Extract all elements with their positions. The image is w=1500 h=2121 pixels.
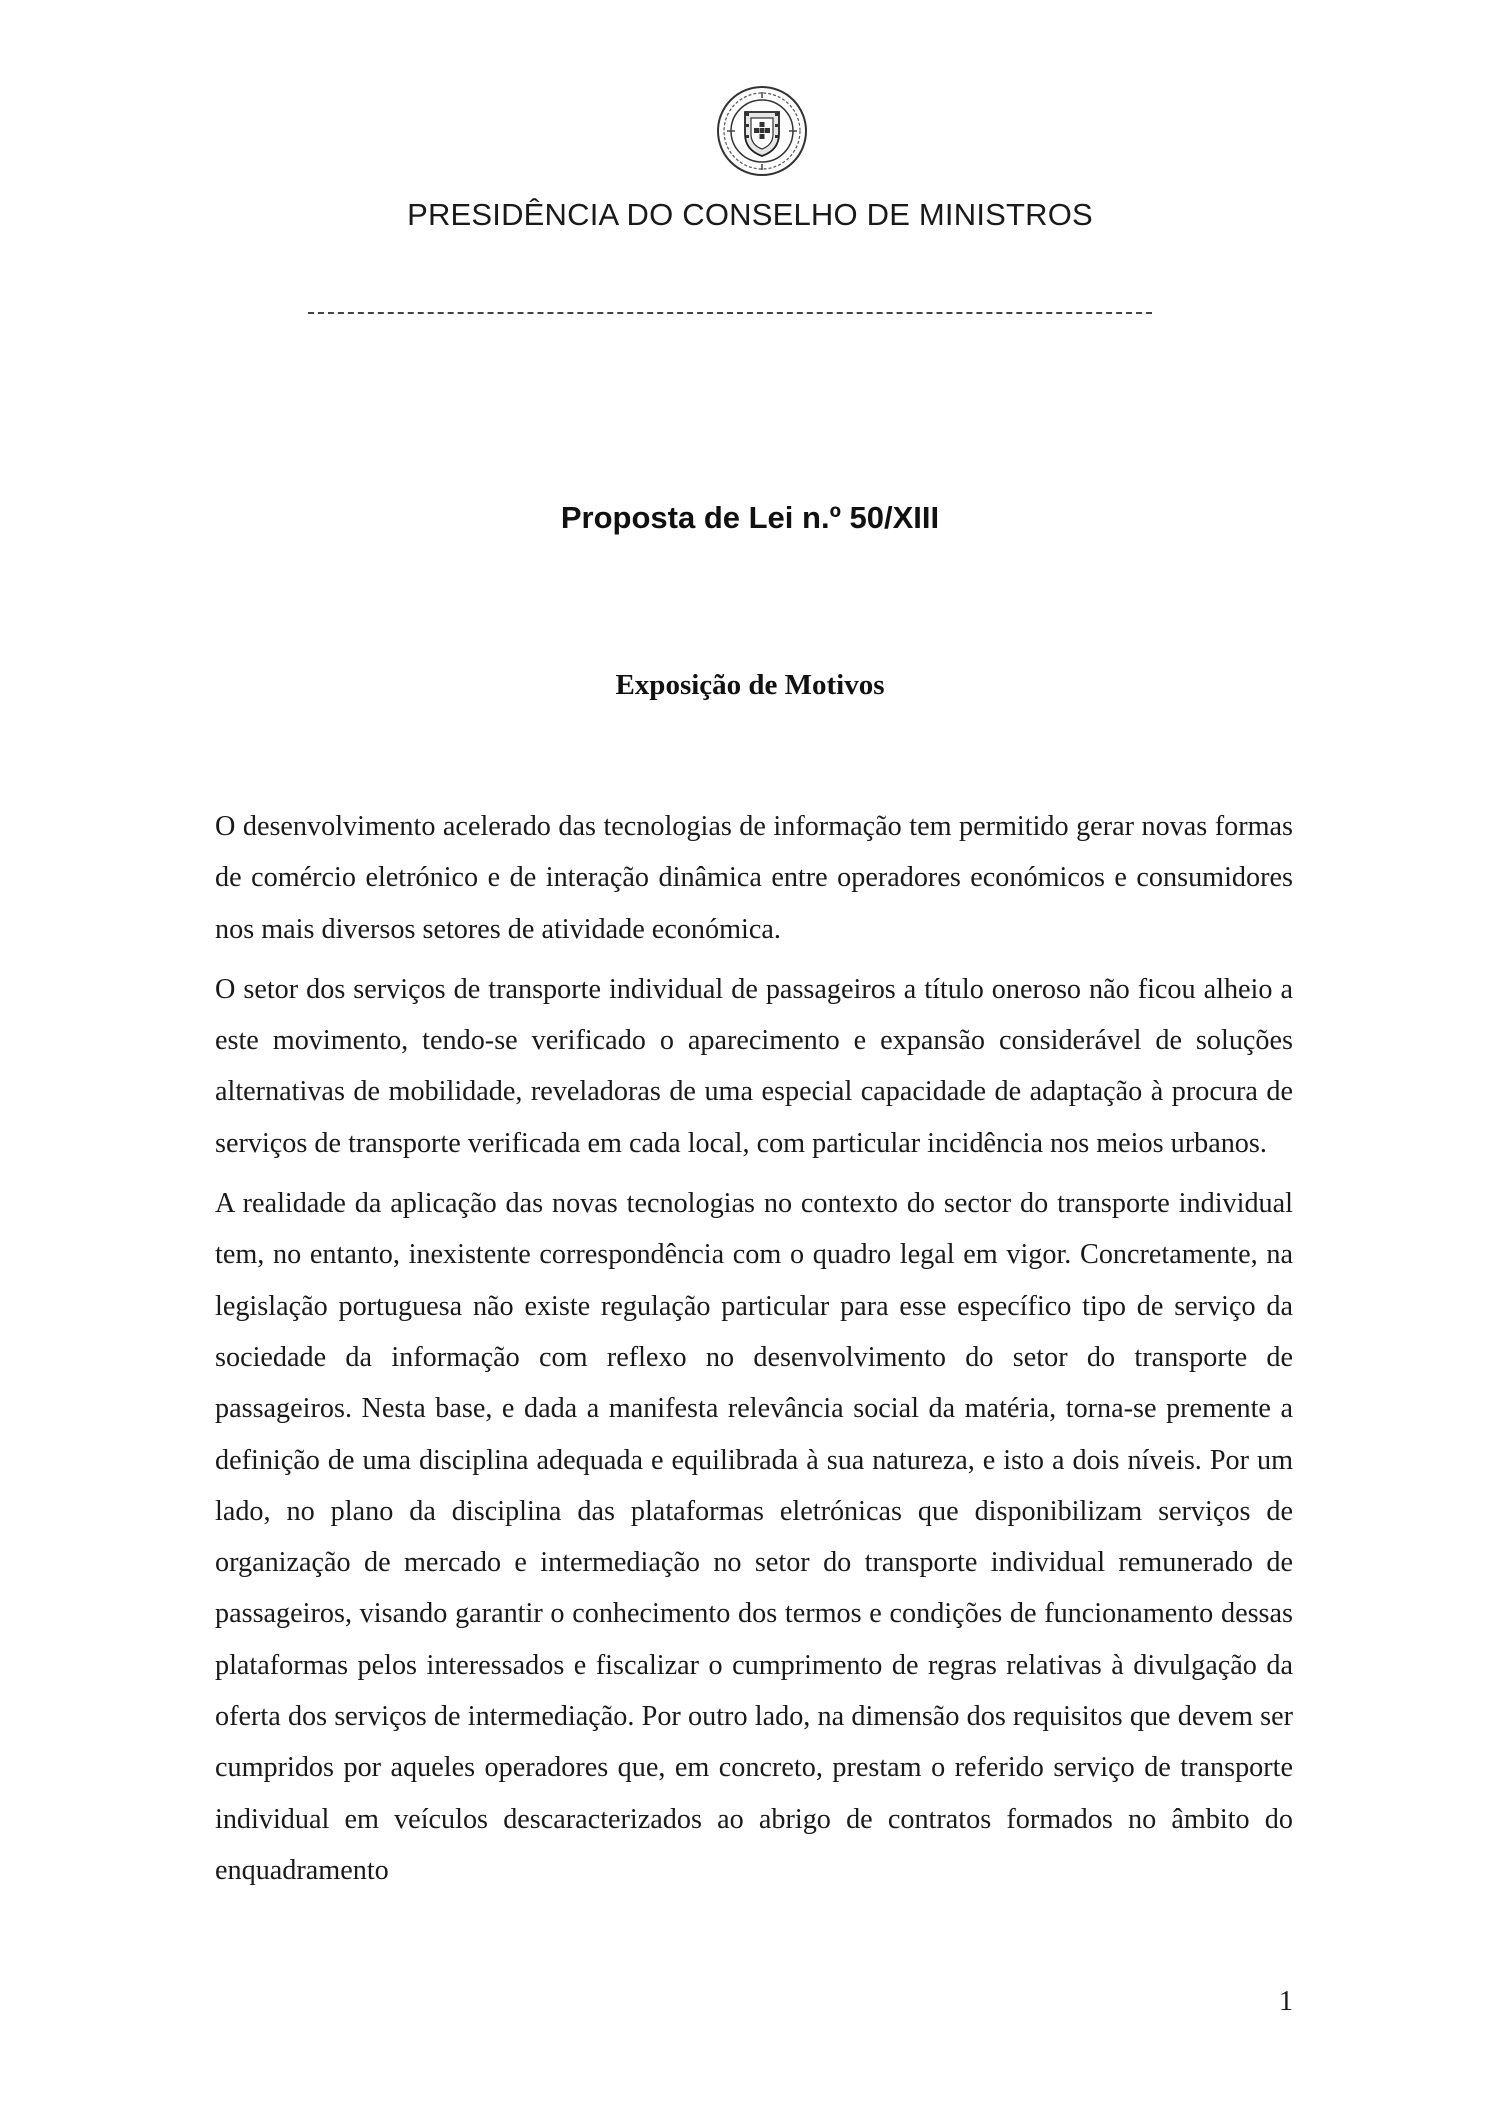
body-text [215, 801, 1293, 1905]
paragraph: O desenvolvimento acelerado das tecnologias de informação tem permitido gerar novas formas de comércio eletrónico e de interação dinâmica entre operadores económicos e consumidores nos mais diversos setores de atividade económica. [215, 811, 1293, 945]
proposal-title: Proposta de Lei n.º 50/XIII [560, 500, 940, 535]
paragraph: A realidade da aplicação das novas tecnologias no contexto do sector do transporte individual tem, no entanto, inexistente correspondência com o quadro legal em vigor. Concretamente, na legislação portuguesa não existe regulação particular para esse específico tipo de serviço da sociedade da informação com reflexo no desenvolvimento do setor do transporte de passageiros. Nesta base, e dada a manifesta relevância social da matéria, torna-se premente a definição de uma disciplina adequada e equilibrada à sua natureza, e isto a dois níveis. Por um lado, no plano da disciplina das plataformas eletrónicas que disponibilizam serviços de organização de mercado e intermediação no setor do transporte individual remunerado de passageiros, visando garantir o conhecimento dos termos e condições de funcionamento dessas plataformas pelos interessados e fiscalizar o cumprimento de regras relativas à divulgação da oferta dos serviços de intermediação. Por outro lado, na dimensão dos requisitos que devem ser cumpridos por aqueles operadores que, em concreto, prestam o referido serviço de transporte individual em veículos descaracterizados ao abrigo de contratos formados no âmbito do enquadramento [215, 1188, 1293, 1886]
paragraph: O setor dos serviços de transporte individual de passageiros a título oneroso não ficou alheio a este movimento, tendo-se verificado o aparecimento e expansão considerável de soluções alternativas de mobilidade, reveladoras de uma especial capacidade de adaptação à procura de serviços de transporte verificada em cada local, com particular incidência nos meios urbanos. [215, 973, 1293, 1159]
header-divider [308, 312, 1152, 314]
section-heading: Exposição de Motivos [615, 669, 885, 701]
coat-of-arms-icon [715, 84, 809, 178]
institution-name: PRESIDÊNCIA DO CONSELHO DE MINISTROS [407, 197, 1093, 232]
page-number: 1 [1279, 1986, 1293, 2017]
